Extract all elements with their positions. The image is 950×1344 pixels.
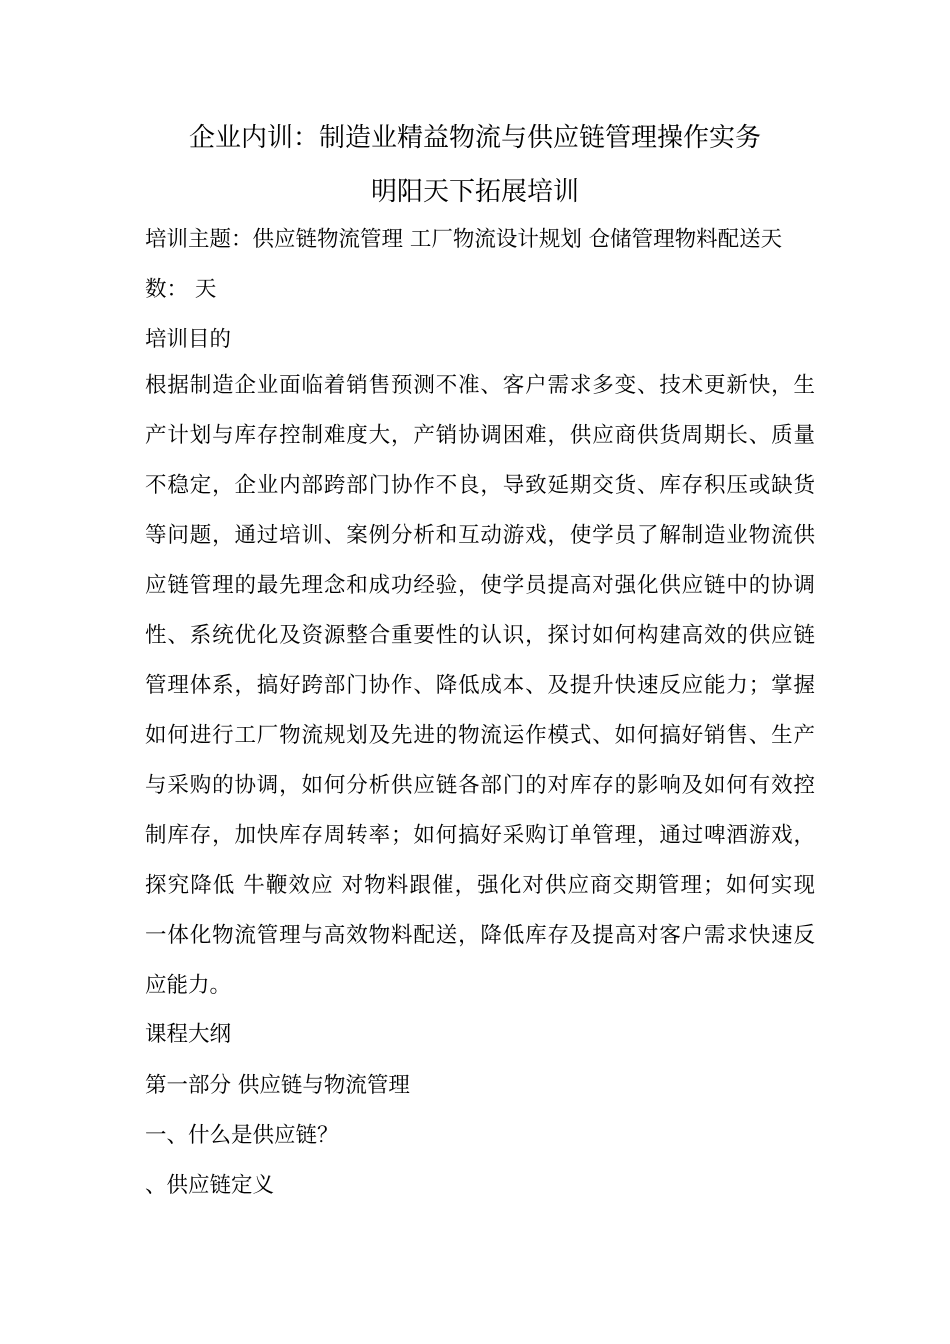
training-days-line: 数： 天 [145, 277, 217, 302]
paragraph-line: 不稳定，企业内部跨部门协作不良，导致延期交货、库存积压或缺货 [145, 473, 815, 498]
paragraph-line: 应链管理的最先理念和成功经验，使学员提高对强化供应链中的协调 [145, 573, 815, 598]
objective-paragraph [145, 371, 815, 1021]
paragraph-line: 管理体系，搞好跨部门协作、降低成本、及提升快速反应能力；掌握 [145, 673, 815, 698]
section-one-heading: 一、什么是供应链？ [145, 1123, 339, 1148]
paragraph-line: 如何进行工厂物流规划及先进的物流运作模式、如何搞好销售、生产 [145, 723, 815, 748]
training-topic-line: 培训主题：供应链物流管理 工厂物流设计规划 仓储管理物料配送天 [145, 227, 783, 252]
part-one-heading: 第一部分 供应链与物流管理 [145, 1073, 410, 1098]
paragraph-line: 应能力。 [145, 973, 232, 998]
paragraph-line: 产计划与库存控制难度大，产销协调困难，供应商供货周期长、质量 [145, 423, 815, 448]
subsection-one-heading: 、供应链定义 [145, 1173, 275, 1198]
paragraph-line: 探究降低 牛鞭效应 对物料跟催，强化对供应商交期管理；如何实现 [145, 873, 815, 898]
objective-heading: 培训目的 [145, 327, 232, 352]
paragraph-line: 与采购的协调，如何分析供应链各部门的对库存的影响及如何有效控 [145, 773, 815, 798]
document-title: 企业内训：制造业精益物流与供应链管理操作实务 [188, 123, 761, 153]
paragraph-line: 等问题，通过培训、案例分析和互动游戏，使学员了解制造业物流供 [145, 523, 815, 548]
paragraph-line: 根据制造企业面临着销售预测不准、客户需求多变、技术更新快，生 [145, 373, 815, 398]
paragraph-line: 制库存，加快库存周转率；如何搞好采购订单管理，通过啤酒游戏， [145, 823, 815, 848]
outline-heading: 课程大纲 [145, 1022, 232, 1047]
document-subtitle: 明阳天下拓展培训 [370, 177, 579, 207]
paragraph-line: 一体化物流管理与高效物料配送，降低库存及提高对客户需求快速反 [145, 923, 815, 948]
paragraph-line: 性、系统优化及资源整合重要性的认识，探讨如何构建高效的供应链 [145, 623, 815, 648]
